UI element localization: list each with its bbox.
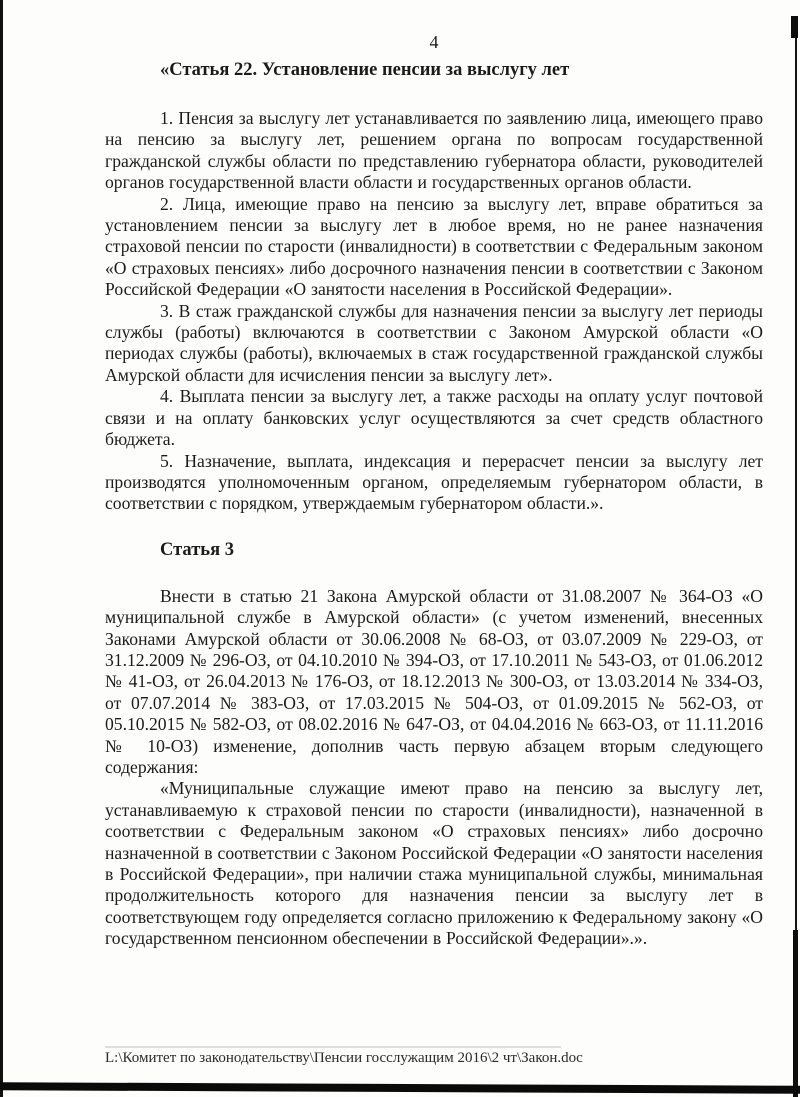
- article-22-clause-4: 4. Выплата пенсии за выслугу лет, а также расходы на оплату услуг почтовой связи и на оплату банковских услуг осуществляются за счет средств областного бюджета.: [105, 386, 763, 450]
- scan-bottom-black-bar: [0, 1082, 800, 1094]
- page-number: 4: [429, 32, 439, 52]
- article-3-clause-2: «Муниципальные служащие имеют право на пенсию за выслугу лет, устанавливаемую к страховой пенсии по старости (инвалидности), назначенной в соответствии с Федеральным законом «О страховых пенсиях» либо досрочно назначенной в соответствии с Законом Российской Федерации «О занятости населения в Российской Федерации», при наличии стажа муниципальной службы, минимальная продолжительность которого для назначения пенсии за выслугу лет в соответствующем году определяется согласно приложению к Федеральному закону «О государственном пенсионном обеспечении в Российской Федерации».».: [105, 778, 763, 949]
- scan-left-edge-line: [0, 0, 3, 1097]
- spacer: [105, 82, 763, 108]
- article-22-clause-1: 1. Пенсия за выслугу лет устанавливается по заявлению лица, имеющего право на пенсию за выслугу лет, решением органа по вопросам государственной гражданской службы области по представлению губернатора области, руководителей органов государственной власти области и государственных органов области.: [105, 108, 763, 193]
- spacer: [105, 562, 763, 586]
- article-22-clause-2: 2. Лица, имеющие право на пенсию за выслугу лет, вправе обратиться за установлением пенсии за выслугу лет в любое время, но не ранее назначения страховой пенсии по старости (инвалидности) в соответствии с Федеральным законом «О страховых пенсиях» либо досрочного назначения пенсии в соответствии с Законом Российской Федерации «О занятости населения в Российской Федерации».: [105, 193, 763, 300]
- article-22-clause-5: 5. Назначение, выплата, индексация и перерасчет пенсии за выслугу лет производятся уполномоченным органом, определяемым губернатором области, в соответствии с порядком, утверждаемым губернатором области.».: [105, 450, 763, 514]
- scan-top-right-blot: [791, 16, 798, 38]
- article-3-clause-1: Внести в статью 21 Закона Амурской области от 31.08.2007 № 364-ОЗ «О муниципальной службе в Амурской области» (с учетом изменений, внесенных Законами Амурской области от 30.06.2008 № 68-ОЗ, от 03.07.2009 № 229-ОЗ, от 31.12.2009 № 296-ОЗ, от 04.10.2010 № 394-ОЗ, от 17.10.2011 № 543-ОЗ, от 01.06.2012 № 41-ОЗ, от 26.04.2013 № 176-ОЗ, от 18.12.2013 № 300-ОЗ, от 13.03.2014 № 334-ОЗ, от 07.07.2014 № 383-ОЗ, от 17.03.2015 № 504-ОЗ, от 01.09.2015 № 562-ОЗ, от 05.10.2015 № 582-ОЗ, от 08.02.2016 № 647-ОЗ, от 04.04.2016 № 663-ОЗ, от 11.11.2016 № 10-ОЗ) изменение, дополнив часть первую абзацем вторым следующего содержания:: [105, 585, 763, 777]
- document-body: [105, 0, 763, 950]
- article-22-clause-3: 3. В стаж гражданской службы для назначения пенсии за выслугу лет периоды службы (работы) включаются в соответствии с Законом Амурской области «О периодах службы (работы), включаемых в стаж государственной гражданской службы Амурской области для исчисления пенсии за выслугу лет».: [105, 300, 763, 385]
- article-3-heading: Статья 3: [160, 539, 234, 560]
- scan-right-edge-thick-line: [793, 930, 798, 1097]
- article-22-heading: «Статья 22. Установление пенсии за выслугу лет: [160, 60, 570, 80]
- footer-file-path: L:\Комитет по законодательству\Пенсии госслужащим 2016\2 чт\Закон.doc: [105, 1050, 583, 1066]
- footer-separator-rule: [105, 1046, 561, 1048]
